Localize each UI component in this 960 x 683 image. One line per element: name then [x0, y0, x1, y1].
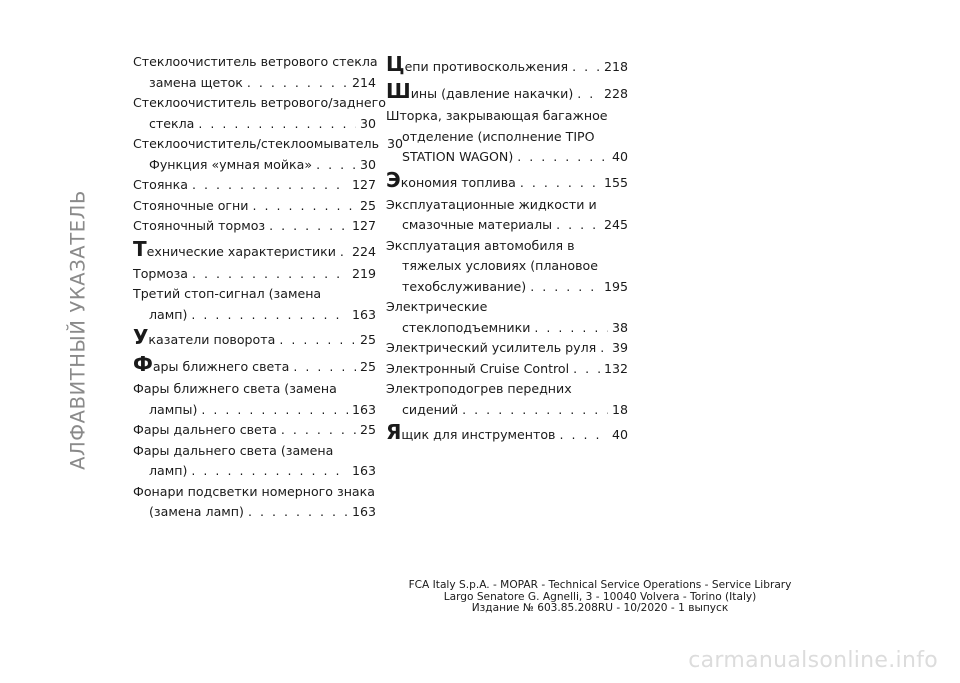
- dot-leader: [530, 277, 600, 298]
- dot-leader: [556, 215, 600, 236]
- index-entry-line: [386, 81, 628, 106]
- index-entry-text: Электрические: [386, 299, 488, 314]
- page-number: 245: [603, 217, 628, 232]
- index-column-right: [386, 52, 628, 447]
- watermark: carmanualsonline.info: [688, 648, 938, 673]
- index-entry: [386, 167, 628, 195]
- dot-leader: [198, 114, 356, 135]
- index-entry-text: Функция «умная мойка»: [149, 156, 313, 172]
- page-number: 219: [351, 265, 376, 281]
- index-entry: [386, 422, 628, 447]
- index-entry-text: Стоянка: [133, 177, 188, 192]
- index-entry: [133, 216, 376, 237]
- index-entry-text: Электрический усилитель руля: [386, 340, 597, 355]
- page-number: 163: [351, 463, 376, 478]
- index-entry: [133, 196, 376, 217]
- page-number: 132: [603, 360, 628, 376]
- page-number: 127: [351, 218, 376, 233]
- index-entry-text: смазочные материалы: [402, 217, 553, 232]
- index-entry-text: замена щеток: [149, 74, 243, 90]
- dot-leader: [572, 54, 600, 79]
- index-entry: [133, 93, 386, 134]
- index-entry-line: [133, 175, 376, 196]
- index-entry: [133, 327, 376, 352]
- index-entry-text: Стеклоочиститель ветрового/заднего: [133, 95, 386, 110]
- index-entry-line: [386, 318, 628, 339]
- footer-line: Largo Senatore G. Agnelli, 3 - 10040 Volvera - Torino (Italy): [443, 590, 757, 603]
- index-entry-line: [133, 114, 376, 135]
- page-number: 163: [351, 306, 376, 322]
- index-entry: [133, 236, 376, 264]
- page-number: 224: [351, 243, 376, 259]
- index-entry-line: [386, 195, 628, 216]
- index-entry-line: [386, 277, 628, 298]
- dot-leader: [191, 305, 348, 326]
- page-number: 25: [359, 332, 376, 347]
- index-entry-line: [386, 147, 628, 168]
- page-number: 25: [359, 422, 376, 437]
- index-entry-line: [133, 441, 376, 462]
- page-number: 228: [603, 86, 628, 101]
- dot-leader: [573, 359, 600, 380]
- index-entry-text: Шторка, закрывающая багажное: [386, 108, 608, 123]
- index-entry: [386, 195, 628, 236]
- index-letter-initial: У: [133, 325, 149, 349]
- page-number: 155: [603, 174, 628, 190]
- index-entry-text: стеклоподъемники: [402, 319, 531, 335]
- page-number: 39: [611, 340, 628, 355]
- page-number: 38: [611, 319, 628, 335]
- index-entry-line: [133, 379, 376, 400]
- index-entry-line: [133, 264, 376, 285]
- index-entry-text: техобслуживание): [402, 278, 527, 294]
- index-entry-line: [133, 327, 376, 352]
- index-letter-initial: Я: [386, 420, 402, 444]
- index-entry-text: ины (давление накачки): [410, 86, 574, 101]
- page-number: 218: [603, 59, 628, 74]
- page-number: 30: [387, 136, 404, 151]
- dot-leader: [534, 318, 608, 339]
- index-entry-line: [133, 196, 376, 217]
- page-number: 40: [611, 427, 628, 442]
- index-entry-line: [133, 73, 376, 94]
- page-number: 18: [611, 401, 628, 417]
- dot-leader: [192, 264, 348, 285]
- page-number: 214: [351, 74, 376, 90]
- dot-leader: [192, 175, 348, 196]
- index-entry-text: Стояночный тормоз: [133, 218, 266, 233]
- index-entry: [386, 106, 628, 168]
- footer-line: Издание № 603.85.208RU - 10/2020 - 1 выпуск: [471, 602, 729, 614]
- page-number: 25: [359, 359, 376, 374]
- index-entry: [133, 379, 376, 420]
- index-entry: [133, 134, 404, 155]
- index-entry: [386, 81, 628, 106]
- index-letter-initial: Т: [133, 236, 147, 261]
- index-entry-line: [133, 461, 376, 482]
- index-entry-line: [386, 215, 628, 236]
- dot-leader: [279, 327, 356, 352]
- index-entry-text: щик для инструментов: [401, 427, 556, 442]
- dot-leader: [316, 155, 356, 176]
- index-entry-text: ламп): [149, 306, 188, 322]
- index-entry: [133, 284, 376, 325]
- index-letter-initial: Ш: [386, 79, 411, 103]
- index-entry-text: Третий стоп-сигнал (замена: [133, 286, 322, 301]
- index-entry: [386, 297, 628, 338]
- index-entry: [133, 73, 376, 94]
- index-entry-text: Стояночные огни: [133, 197, 249, 213]
- dot-leader: [600, 338, 608, 359]
- index-entry-text: епи противоскольжения: [404, 59, 569, 74]
- index-entry: [133, 482, 376, 523]
- dot-leader: [340, 239, 348, 264]
- index-entry-line: [386, 359, 628, 380]
- index-entry-text: ехнические характеристики: [146, 243, 336, 259]
- dot-leader: [281, 420, 356, 441]
- index-entry-text: ары ближнего света: [152, 359, 290, 374]
- index-entry-text: кономия топлива: [400, 174, 516, 190]
- index-letter-initial: Ц: [386, 52, 405, 76]
- index-letter-initial: Ф: [133, 352, 153, 376]
- index-entry: [386, 338, 628, 359]
- index-entry: [133, 420, 376, 441]
- index-entry-text: Фары дальнего света (замена: [133, 442, 334, 458]
- index-entry-text: отделение (исполнение TIPO: [402, 128, 595, 144]
- dot-leader: [252, 196, 356, 217]
- index-entry-text: STATION WAGON): [402, 149, 514, 164]
- index-letter-initial: Э: [386, 167, 401, 192]
- dot-leader: [293, 354, 356, 379]
- index-entry-line: [386, 400, 628, 421]
- index-entry-text: Фонари подсветки номерного знака: [133, 483, 375, 499]
- index-entry-line: [133, 52, 376, 73]
- index-entry-line: [133, 236, 376, 264]
- dot-leader: [248, 502, 348, 523]
- index-entry-line: [133, 305, 376, 326]
- index-entry-line: [386, 422, 628, 447]
- dot-leader: [520, 170, 600, 195]
- dot-leader: [191, 461, 348, 482]
- index-entry-text: Электроподогрев передних: [386, 381, 572, 396]
- index-entry-text: (замена ламп): [149, 504, 244, 519]
- index-entry-line: [386, 297, 628, 318]
- index-entry: [386, 379, 628, 420]
- index-entry-line: [386, 256, 628, 277]
- index-entry-text: Фары дальнего света: [133, 422, 277, 437]
- page-number: 30: [359, 115, 376, 131]
- index-entry-line: [386, 379, 628, 400]
- index-entry: [386, 359, 628, 380]
- index-entry-line: [386, 236, 628, 257]
- index-entry-line: [133, 134, 404, 155]
- index-entry-text: Фары ближнего света (замена: [133, 381, 337, 396]
- index-entry: [386, 54, 628, 79]
- index-entry-line: [133, 400, 376, 421]
- page-number: 163: [351, 504, 376, 519]
- dot-leader: [247, 73, 348, 94]
- index-entry-line: [386, 338, 628, 359]
- index-entry: [133, 441, 376, 482]
- dot-leader: [577, 81, 600, 106]
- page-number: 25: [359, 197, 376, 213]
- index-entry: [133, 52, 376, 73]
- index-entry-text: лампы): [149, 401, 198, 417]
- side-index-title-text: АЛФАВИТНЫЙ УКАЗАТЕЛЬ: [66, 190, 90, 470]
- index-entry-text: Стеклоочиститель/стеклоомыватель: [133, 136, 380, 151]
- index-entry-line: [386, 127, 628, 148]
- index-entry-text: Электронный Cruise Control: [386, 360, 570, 376]
- index-entry-line: [133, 93, 386, 114]
- index-entry-line: [386, 106, 628, 127]
- index-entry-text: казатели поворота: [148, 332, 276, 347]
- index-entry-line: [133, 482, 376, 503]
- index-entry: [133, 175, 376, 196]
- index-entry-text: тяжелых условиях (плановое: [402, 258, 598, 273]
- dot-leader: [559, 422, 607, 447]
- index-entry-text: Стеклоочиститель ветрового стекла: [133, 54, 378, 69]
- index-entry: [133, 264, 376, 285]
- index-entry-text: Эксплуатация автомобиля в: [386, 237, 575, 253]
- page-number: 127: [351, 177, 376, 192]
- index-entry-text: Эксплуатационные жидкости и: [386, 196, 597, 212]
- dot-leader: [269, 216, 348, 237]
- index-column-left: [133, 52, 404, 523]
- index-entry: [133, 354, 376, 379]
- index-entry-line: [133, 155, 376, 176]
- index-entry-line: [386, 54, 628, 79]
- index-entry-line: [133, 284, 376, 305]
- index-entry-text: Тормоза: [133, 265, 189, 281]
- page-number: 163: [351, 401, 376, 417]
- index-entry: [386, 236, 628, 298]
- footer-line: FCA Italy S.p.A. - MOPAR - Technical Service Operations - Service Library: [408, 579, 792, 591]
- page-number: 40: [611, 149, 628, 164]
- index-entry-text: стекла: [149, 115, 195, 131]
- dot-leader: [517, 147, 608, 168]
- index-entry: [133, 155, 376, 176]
- index-entry-line: [133, 354, 376, 379]
- index-entry-line: [133, 216, 376, 237]
- dot-leader: [201, 400, 348, 421]
- dot-leader: [462, 400, 608, 421]
- index-entry-line: [133, 502, 376, 523]
- index-entry-text: сидений: [402, 401, 459, 417]
- index-entry-text: ламп): [149, 463, 188, 478]
- page-number: 195: [603, 278, 628, 294]
- page-number: 30: [359, 156, 376, 172]
- index-entry-line: [386, 167, 628, 195]
- index-entry-line: [133, 420, 376, 441]
